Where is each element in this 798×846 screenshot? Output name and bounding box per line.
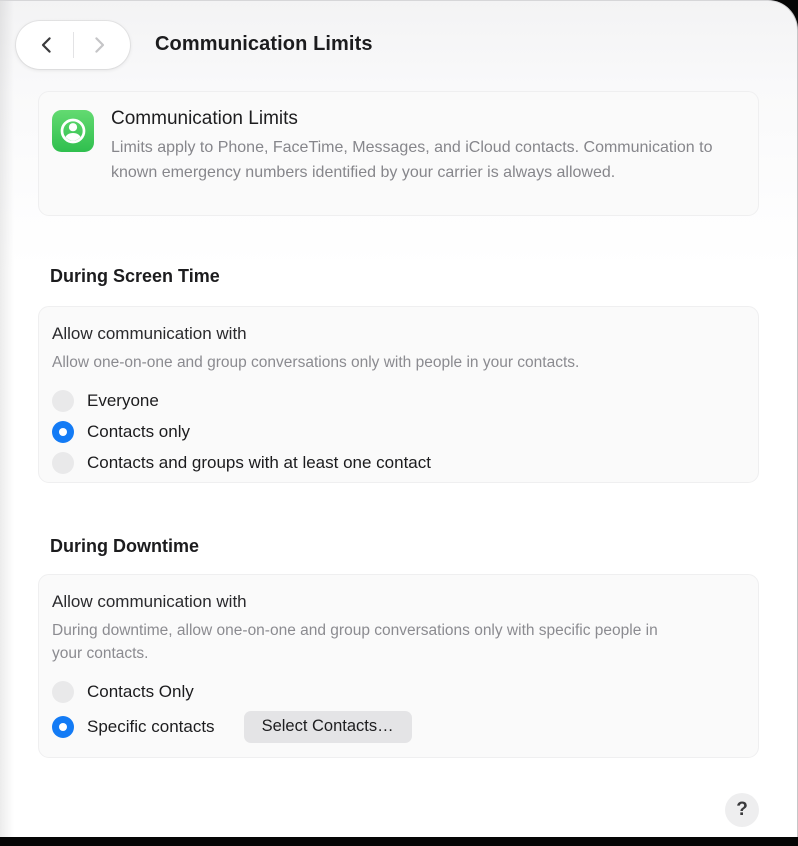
- downtime-group-title: Allow communication with: [52, 592, 247, 611]
- section-heading-downtime: During Downtime: [50, 536, 199, 556]
- radio-specific-contacts[interactable]: [52, 716, 74, 738]
- radio-label-everyone: Everyone: [87, 390, 159, 410]
- back-button[interactable]: [30, 25, 64, 65]
- help-button[interactable]: [725, 793, 759, 827]
- radio-row-contacts-and-groups[interactable]: [52, 447, 738, 478]
- radio-everyone[interactable]: [52, 390, 74, 412]
- page-title: Communication Limits: [155, 33, 373, 55]
- select-contacts-button[interactable]: Select Contacts…: [244, 711, 412, 743]
- radio-row-downtime-contacts-only[interactable]: [52, 676, 738, 707]
- info-card-title: Communication Limits: [111, 108, 298, 129]
- screen-time-group-description: Allow one-on-one and group conversations only with people in your contacts.: [52, 354, 580, 371]
- radio-label-downtime-contacts-only: Contacts Only: [87, 681, 194, 701]
- question-mark-icon: ?: [736, 799, 748, 820]
- window-left-shadow: [0, 1, 14, 837]
- radio-row-specific-contacts[interactable]: [52, 711, 738, 743]
- nav-divider: [73, 32, 74, 58]
- chevron-left-icon: [37, 35, 57, 55]
- screen-time-options-card: [38, 306, 759, 483]
- radio-label-specific-contacts: Specific contacts: [87, 717, 215, 736]
- downtime-options-card: [38, 574, 759, 758]
- radio-contacts-and-groups[interactable]: [52, 452, 74, 474]
- forward-button[interactable]: [82, 25, 116, 65]
- radio-contacts-only[interactable]: [52, 421, 74, 443]
- radio-downtime-contacts-only[interactable]: [52, 681, 74, 703]
- section-heading-screen-time: During Screen Time: [50, 266, 220, 286]
- radio-row-contacts-only[interactable]: [52, 416, 738, 447]
- communication-limits-info-card: [38, 91, 759, 216]
- info-card-description: Limits apply to Phone, FaceTime, Messages, and iCloud contacts. Communication to known emergency numbers identified by your carrier is always allowed.: [111, 139, 713, 181]
- contacts-icon: [52, 110, 94, 152]
- screen-time-group-title: Allow communication with: [52, 324, 247, 343]
- info-card-text: [111, 108, 716, 199]
- radio-row-everyone[interactable]: [52, 385, 738, 416]
- radio-label-contacts-only: Contacts only: [87, 421, 190, 441]
- downtime-group-description: During downtime, allow one-on-one and group conversations only with specific people in your contacts.: [52, 622, 658, 662]
- radio-label-contacts-and-groups: Contacts and groups with at least one contact: [87, 452, 431, 472]
- chevron-right-icon: [89, 35, 109, 55]
- nav-back-forward-pill: [16, 21, 130, 69]
